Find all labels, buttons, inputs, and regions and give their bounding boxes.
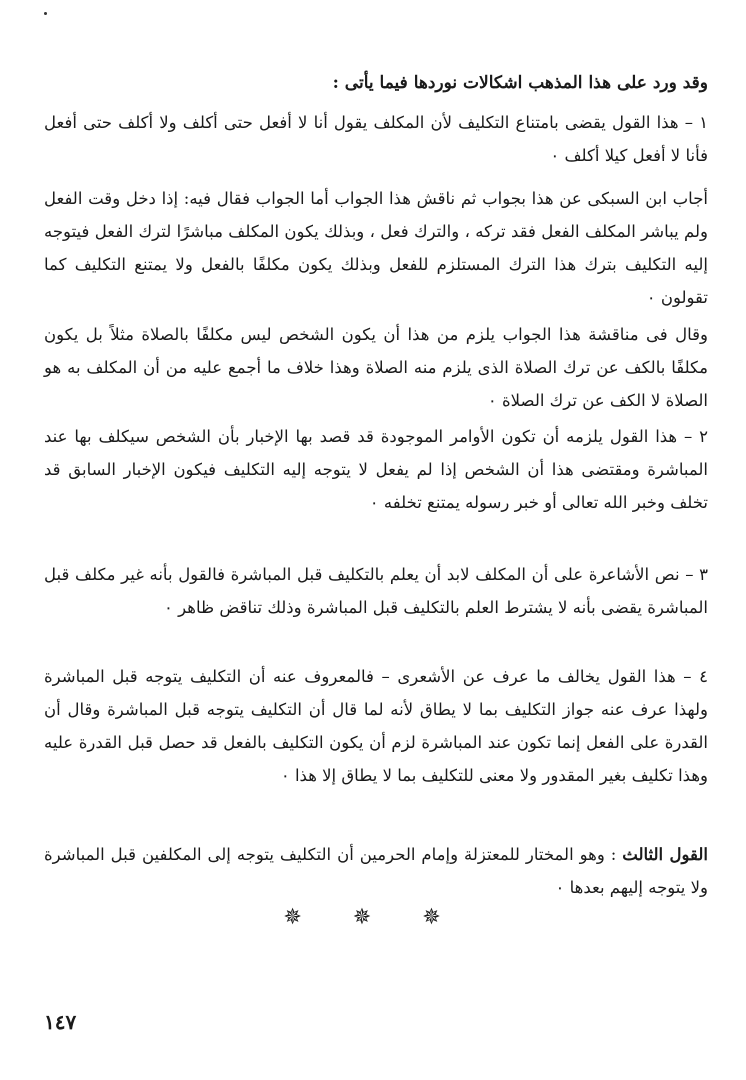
paragraph-6 (44, 660, 708, 792)
paragraph-3-text: وقال فى مناقشة هذا الجواب يلزم من هذا أن يكون الشخص ليس مكلفًا بالصلاة مثلاً بل يكون مكلفًا بالكف عن ترك الصلاة الذى يلزم منه الصلاة وهذا خلاف ما أجمع عليه من أن المكلف به هو الصلاة لا الكف عن ترك الصلاة ٠ (44, 325, 708, 410)
paragraph-1 (44, 106, 708, 172)
paragraph-3 (44, 318, 708, 417)
page-number: ١٤٧ (44, 1010, 77, 1034)
paragraph-4 (44, 420, 708, 519)
paragraph-2-text: أجاب ابن السبكى عن هذا بجواب ثم ناقش هذا الجواب أما الجواب فقال فيه: إذا دخل وقت الفعل ولم يباشر المكلف الفعل فقد تركه ، والترك فعل ، وبذلك يكون المكلف مباشرًا لترك الفعل فيتوجه إليه التكليف بترك هذا الترك المستلزم للفعل وبذلك يكون مكلفًا بالفعل ولا يمتنع التكليف كما تقولون ٠ (44, 189, 708, 307)
paragraph-5 (44, 558, 708, 624)
paragraph-5-text: ٣ – نص الأشاعرة على أن المكلف لابد أن يعلم بالتكليف قبل المباشرة فالقول بأنه غير مكلف قبل المباشرة يقضى بأنه لا يشترط العلم بالتكليف قبل المباشرة وذلك تناقض ظاهر ٠ (44, 565, 708, 617)
paragraph-1-text: ١ – هذا القول يقضى بامتناع التكليف لأن المكلف يقول أنا لا أفعل حتى أكلف ولا أكلف حتى أفعل فأنا لا أفعل كيلا أكلف ٠ (44, 113, 708, 165)
third-opinion-label: القول الثالث (622, 845, 709, 864)
paragraph-4-text: ٢ – هذا القول يلزمه أن تكون الأوامر الموجودة قد قصد بها الإخبار بأن الشخص سيكلف بها عند المباشرة ومقتضى هذا أن الشخص إذا لم يفعل لا يتوجه إليه التكليف فيكون الإخبار السابق قد تخلف وخبر الله تعالى أو خبر رسوله يمتنع تخلفه ٠ (44, 427, 708, 512)
paragraph-6-text: ٤ – هذا القول يخالف ما عرف عن الأشعرى – فالمعروف عنه أن التكليف يتوجه قبل المباشرة ولهذا عرف عنه جواز التكليف بما لا يطاق لأنه لما قال أن التكليف يتوجه قبل المباشرة وقال أن القدرة على الفعل إنما تكون عند المباشرة لزم أن يكون التكليف بالفعل قد حصل قبل القدرة عليه وهذا تكليف بغير المقدور ولا معنى للتكليف بما لا يطاق إلا هذا ٠ (44, 667, 708, 785)
section-ornament: ✵ ✵ ✵ (283, 905, 463, 930)
paragraph-7 (44, 838, 708, 904)
paragraph-7-text (44, 838, 708, 904)
paragraph-2 (44, 182, 708, 314)
section-heading: وقد ورد على هذا المذهب اشكالات نوردها فيما يأتى : (332, 73, 708, 93)
scan-dot (44, 12, 47, 15)
third-opinion-text: : وهو المختار للمعتزلة وإمام الحرمين أن التكليف يتوجه إلى المكلفين قبل المباشرة ولا يتوجه إليهم بعدها ٠ (44, 845, 708, 897)
